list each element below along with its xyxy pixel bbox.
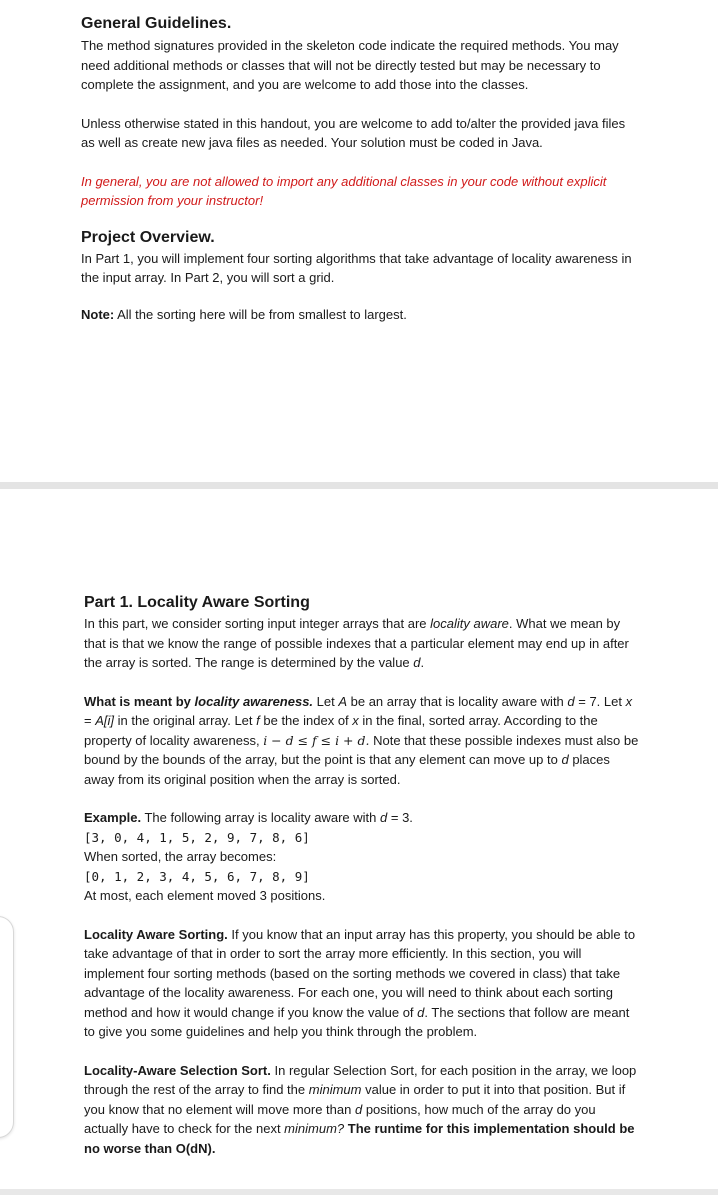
locality-awareness-definition: What is meant by locality awareness. Let A be an array that is locality aware with d = 7. Let x = A[i] in the original array. Let f be the index of x in the final, sorted array. According to the property of locality awareness, i − d ≤ f ≤ i + d. Note that these possible indexes must also be bound by the bounds of the array, but the point is that any element can move up to d places away from its original position when the array is sorted. bbox=[84, 693, 639, 787]
selection-sort-paragraph: Locality-Aware Selection Sort. In regular Selection Sort, for each position in the array, we loop through the rest of the array to find the minimum value in order to put it into that position. But if you know that no element will move more than d positions, how much of the array do you actually have to check for the next minimum? The runtime for this implementation should be no worse than O(dN). bbox=[84, 1062, 637, 1156]
example-array: [3, 0, 4, 1, 5, 2, 9, 7, 8, 6] bbox=[84, 829, 310, 845]
at-most-text: At most, each element moved 3 positions. bbox=[84, 888, 326, 903]
page-2-content bbox=[84, 593, 640, 1158]
page-2 bbox=[0, 489, 718, 1195]
import-warning: In general, you are not allowed to import any additional classes in your code without explicit permission from your instructor! bbox=[81, 173, 607, 208]
locality-inequality: i − d ≤ f ≤ i + d. bbox=[263, 732, 370, 748]
bottom-scroll-edge bbox=[0, 1189, 718, 1195]
part1-intro: In this part, we consider sorting input integer arrays that are locality aware. What we mean by that is that we know the range of possible indexes that a particular element may end up in after the array is sorted. The range is determined by the value d. bbox=[84, 616, 629, 670]
general-guidelines-paragraph-1: The method signatures provided in the skeleton code indicate the required methods. You may need additional methods or classes that will not be directly tested but may be necessary to complete the assignment, and you are welcome to add those into the classes. bbox=[81, 38, 619, 92]
note-label: Note: bbox=[81, 306, 115, 322]
sorting-note bbox=[81, 305, 641, 325]
sorted-label: When sorted, the array becomes: bbox=[84, 849, 277, 864]
note-text: All the sorting here will be from smallest to largest. bbox=[114, 306, 407, 322]
project-overview-text: In Part 1, you will implement four sorting algorithms that take advantage of locality awareness in the input array. In Part 2, you will sort a grid. bbox=[81, 250, 632, 285]
page-1-content bbox=[81, 14, 641, 324]
part1-heading: Part 1. Locality Aware Sorting bbox=[84, 594, 310, 611]
project-overview-heading: Project Overview. bbox=[81, 228, 215, 246]
page-1 bbox=[0, 0, 718, 482]
general-guidelines-heading: General Guidelines. bbox=[81, 15, 232, 32]
page-separator bbox=[0, 482, 718, 489]
sorted-array: [0, 1, 2, 3, 4, 5, 6, 7, 8, 9] bbox=[84, 868, 310, 884]
side-panel-edge[interactable] bbox=[0, 916, 14, 1138]
locality-aware-sorting-paragraph: Locality Aware Sorting. If you know that an input array has this property, you should be able to take advantage of that in order to sort the array more efficiently. In this section, you will implement four sorting methods (based on the sorting methods we covered in class) that take advantage of the locality awareness. For each one, you will need to think about each sorting method and how it would change if you know the value of d. The sections that follow are meant to give you some guidelines and help you think through the problem. bbox=[84, 926, 636, 1039]
general-guidelines-paragraph-2: Unless otherwise stated in this handout, you are welcome to add to/alter the provided java files as well as create new java files as needed. Your solution must be coded in Java. bbox=[81, 115, 626, 150]
example-intro: Example. The following array is locality aware with d = 3. bbox=[84, 810, 413, 825]
